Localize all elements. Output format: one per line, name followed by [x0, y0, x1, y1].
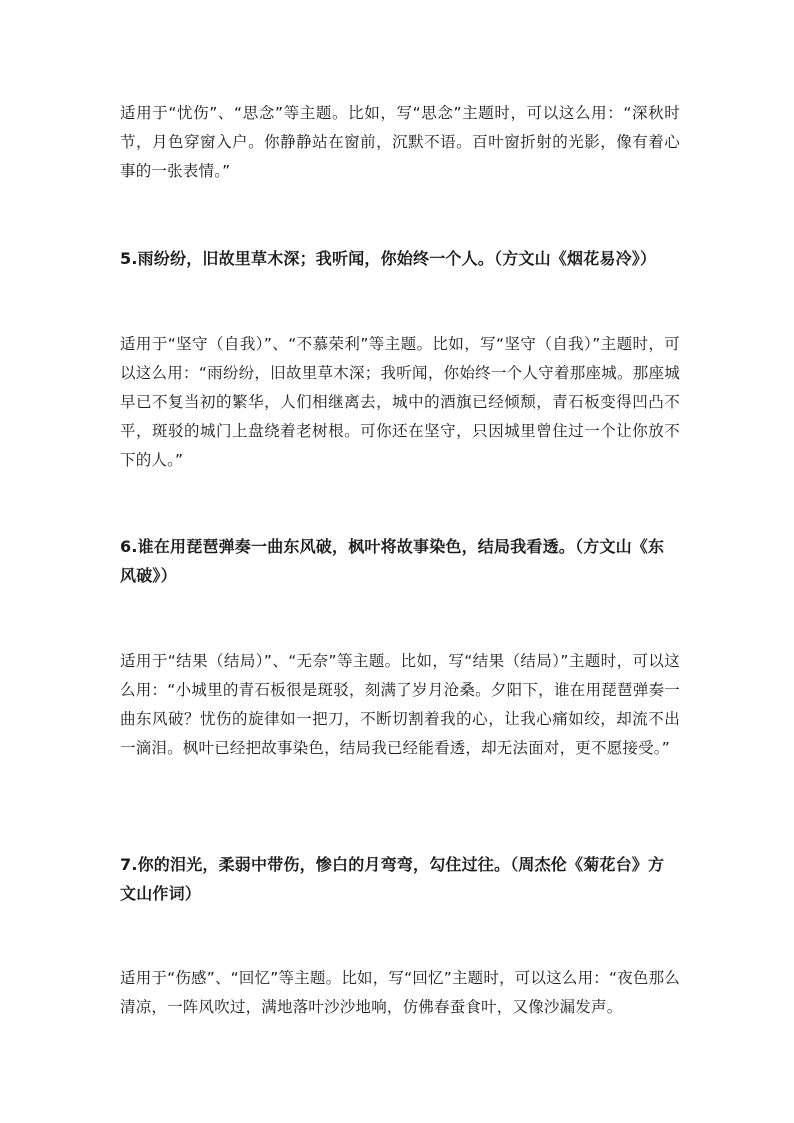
item-6-heading: 6.谁在用琵琶弹奏一曲东风破，枫叶将故事染色，结局我看透。（方文山《东风破》） — [120, 537, 665, 585]
item-5-usage-paragraph: 适用于“坚守（自我）”、“不慕荣利”等主题。比如，写“坚守（自我）”主题时，可以这么用：“雨纷纷，旧故里草木深；我听闻，你始终一个人守着那座城。那座城早已不复当初的繁华，人们相继离去，城中的酒旗已经倾颓，青石板变得凹凸不平，斑驳的城门上盘绕着老树根。可你还在坚守，只因城里曾住过一个让你放不下的人。” — [120, 335, 680, 469]
item-5-heading: 5.雨纷纷，旧故里草木深；我听闻，你始终一个人。（方文山《烟花易冷》） — [120, 249, 657, 268]
item-6-usage-paragraph: 适用于“结果（结局）”、“无奈”等主题。比如，写“结果（结局）”主题时，可以这么用：“小城里的青石板很是斑驳，刻满了岁月沧桑。夕阳下，谁在用琵琶弹奏一曲东风破？忧伤的旋律如一把刀，不断切割着我的心，让我心痛如绞，却流不出一滴泪。枫叶已经把故事染色，结局我已经能看透，却无法面对，更不愿接受。” — [120, 652, 680, 757]
item-7-heading: 7.你的泪光，柔弱中带伤，惨白的月弯弯，勾住过往。（周杰伦《菊花台》方文山作词） — [120, 855, 665, 903]
item-7-usage-paragraph: 适用于“伤感”、“回忆”等主题。比如，写“回忆”主题时，可以这么用：“夜色那么清凉，一阵风吹过，满地落叶沙沙地响，仿佛春蚕食叶，又像沙漏发声。 — [120, 969, 681, 1016]
intro-usage-paragraph: 适用于“忧伤”、“思念”等主题。比如，写“思念”主题时，可以这么用：“深秋时节，月色穿窗入户。你静静站在窗前，沉默不语。百叶窗折射的光影，像有着心事的一张表情。” — [120, 104, 680, 180]
